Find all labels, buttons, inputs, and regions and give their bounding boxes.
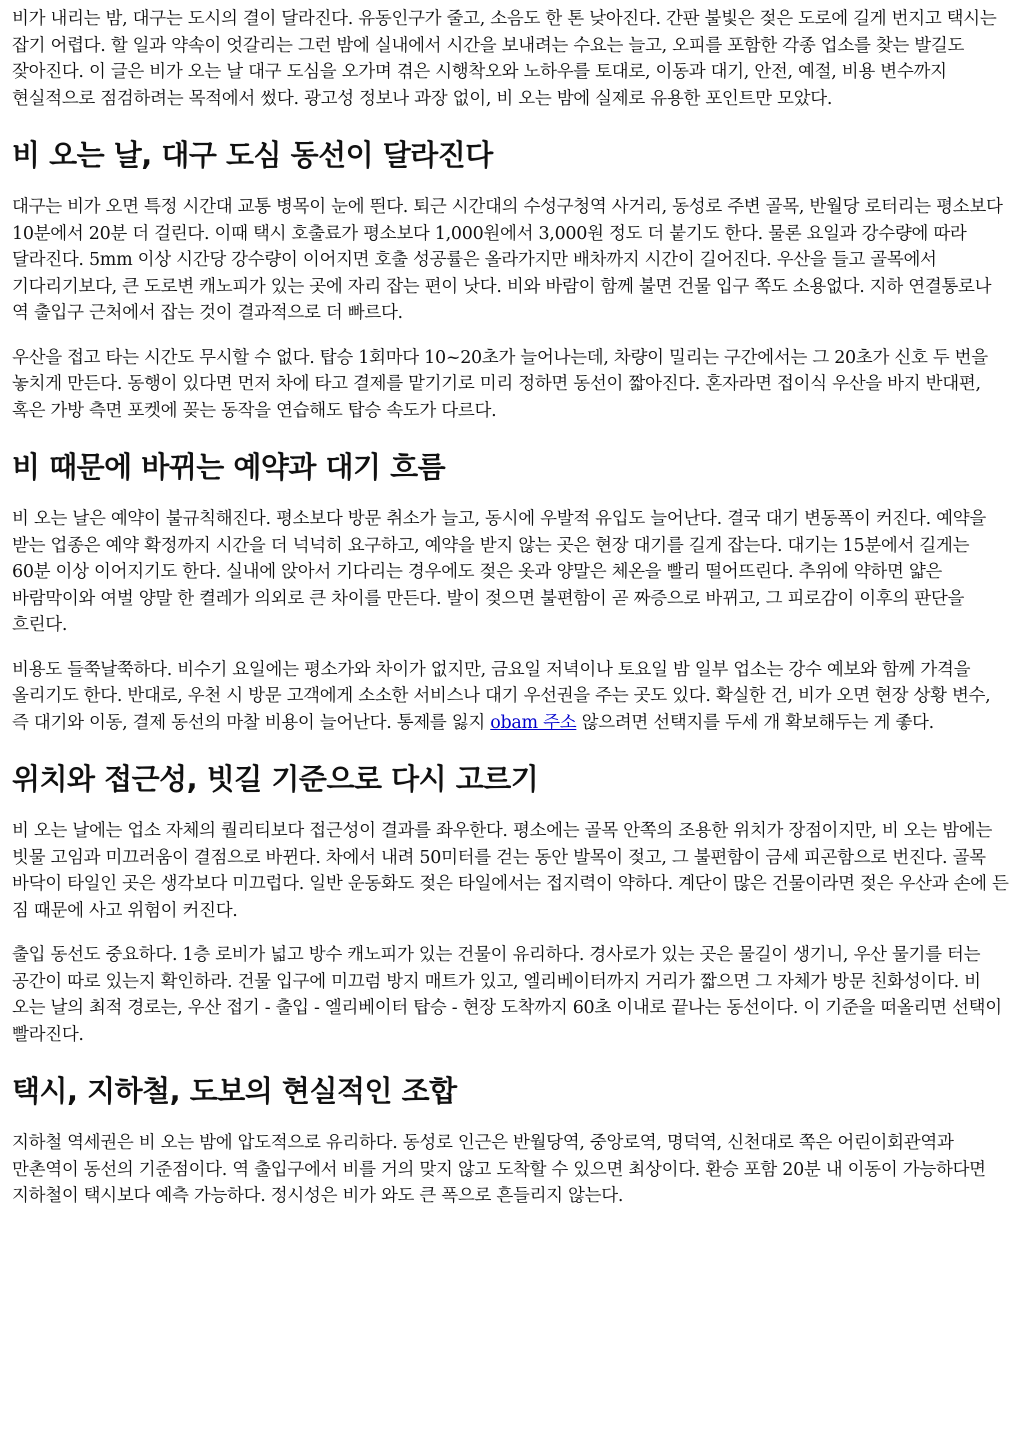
paragraph-with-link: [12, 657, 1012, 737]
obam-address-link[interactable]: obam 주소: [490, 712, 577, 733]
paragraph: 출입 동선도 중요하다. 1층 로비가 넓고 방수 캐노피가 있는 건물이 유리하다. 경사로가 있는 곳은 물길이 생기니, 우산 물기를 터는 공간이 따로 있는지 확인하라. 건물 입구에 미끄럼 방지 매트가 있고, 엘리베이터까지 거리가 짧으면 그 자체가 방문 친화성이다. 비 오는 날의 최적 경로는, 우산 접기 - 출입 - 엘리베이터 탑승 - 현장 도착까지 60초 이내로 끝나는 동선이다. 이 기준을 떠올리면 선택이 빨라진다.: [12, 945, 1002, 1045]
intro-paragraph: 비가 내리는 밤, 대구는 도시의 결이 달라진다. 유동인구가 줄고, 소음도 한 톤 낮아진다. 간판 불빛은 젖은 도로에 길게 번지고 택시는 잡기 어렵다. 할 일과 약속이 엇갈리는 그런 밤에 실내에서 시간을 보내려는 수요는 늘고, 오피를 포함한 각종 업소를 찾는 발길도 잦아진다. 이 글은 비가 오는 날 대구 도심을 오가며 겪은 시행착오와 노하우를 토대로, 이동과 대기, 안전, 예절, 비용 변수까지 현실적으로 점검하려는 목적에서 썼다. 광고성 정보나 과장 없이, 비 오는 밤에 실제로 유용한 포인트만 모았다.: [12, 9, 997, 109]
paragraph: 지하철 역세권은 비 오는 밤에 압도적으로 유리하다. 동성로 인근은 반월당역, 중앙로역, 명덕역, 신천대로 쪽은 어린이회관역과 만촌역이 동선의 기준점이다. 역 출입구에서 비를 거의 맞지 않고 도착할 수 있으면 최상이다. 환승 포함 20분 내 이동이 가능하다면 지하철이 택시보다 예측 가능하다. 정시성은 비가 와도 큰 폭으로 흔들리지 않는다.: [12, 1133, 986, 1206]
section-heading: 비 때문에 바뀌는 예약과 대기 흐름: [12, 450, 446, 484]
section-heading: 택시, 지하철, 도보의 현실적인 조합: [12, 1074, 457, 1108]
section-transport-mix: [12, 1072, 1012, 1210]
article: [12, 6, 1012, 1210]
paragraph: 비 오는 날에는 업소 자체의 퀄리티보다 접근성이 결과를 좌우한다. 평소에는 골목 안쪽의 조용한 위치가 장점이지만, 비 오는 밤에는 빗물 고임과 미끄러움이 결점으로 바뀐다. 차에서 내려 50미터를 걷는 동안 발목이 젖고, 그 불편함이 금세 피곤함으로 번진다. 골목 바닥이 타일인 곳은 생각보다 미끄럽다. 일반 운동화도 젖은 타일에서는 접지력이 약하다. 계단이 많은 건물이라면 젖은 우산과 손에 든 짐 때문에 사고 위험이 커진다.: [12, 821, 1009, 921]
paragraph: 비 오는 날은 예약이 불규칙해진다. 평소보다 방문 취소가 늘고, 동시에 우발적 유입도 늘어난다. 결국 대기 변동폭이 커진다. 예약을 받는 업종은 예약 확정까지 시간을 더 넉넉히 요구하고, 예약을 받지 않는 곳은 현장 대기를 길게 잡는다. 대기는 15분에서 길게는 60분 이상 이어지기도 한다. 실내에 앉아서 기다리는 경우에도 젖은 옷과 양말은 체온을 빨리 떨어뜨린다. 추위에 약하면 얇은 바람막이와 여벌 양말 한 켤레가 의외로 큰 차이를 만든다. 발이 젖으면 불편함이 곧 짜증으로 바뀌고, 그 피로감이 이후의 판단을 흐린다.: [12, 509, 986, 635]
paragraph-text: 비용도 들쭉날쭉하다. 비수기 요일에는 평소가와 차이가 없지만, 금요일 저녁이나 토요일 밤 일부 업소는 강수 예보와 함께 가격을 올리기도 한다. 반대로, 우천 시 방문 고객에게 소소한 서비스나 대기 우선권을 주는 곳도 있다. 확실한 건, 비가 오면 현장 상황 변수, 즉 대기와 이동, 결제 동선의 마찰 비용이 늘어난다. 통제를 잃지: [12, 659, 991, 733]
section-heading: 비 오는 날, 대구 도심 동선이 달라진다: [12, 138, 493, 172]
section-rainy-routes: [12, 136, 1012, 424]
paragraph: 우산을 접고 타는 시간도 무시할 수 없다. 탑승 1회마다 10~20초가 늘어나는데, 차량이 밀리는 구간에서는 그 20초가 신호 두 번을 놓치게 만든다. 동행이 있다면 먼저 차에 타고 결제를 맡기기로 미리 정하면 동선이 짧아진다. 혼자라면 접이식 우산을 바지 반대편, 혹은 가방 측면 포켓에 꽂는 동작을 연습해도 탑승 속도가 다르다.: [12, 347, 988, 421]
section-reservation-flow: [12, 448, 1012, 736]
paragraph: 대구는 비가 오면 특정 시간대 교통 병목이 눈에 띈다. 퇴근 시간대의 수성구청역 사거리, 동성로 주변 골목, 반월당 로터리는 평소보다 10분에서 20분 더 걸린다. 이때 택시 호출료가 평소보다 1,000원에서 3,000원 정도 더 붙기도 한다. 물론 요일과 강수량에 따라 달라진다. 5mm 이상 시간당 강수량이 이어지면 호출 성공률은 올라가지만 배차까지 시간이 길어진다. 우산을 들고 골목에서 기다리기보다, 큰 도로변 캐노피가 있는 곳에 자리 잡는 편이 낫다. 비와 바람이 함께 불면 건물 입구 쪽도 소용없다. 지하 연결통로나 역 출입구 근처에서 잡는 것이 결과적으로 더 빠르다.: [12, 197, 1003, 323]
paragraph-text: 않으려면 선택지를 두세 개 확보해두는 게 좋다.: [576, 712, 934, 733]
section-location-access: [12, 760, 1012, 1048]
section-heading: 위치와 접근성, 빗길 기준으로 다시 고르기: [12, 762, 539, 796]
